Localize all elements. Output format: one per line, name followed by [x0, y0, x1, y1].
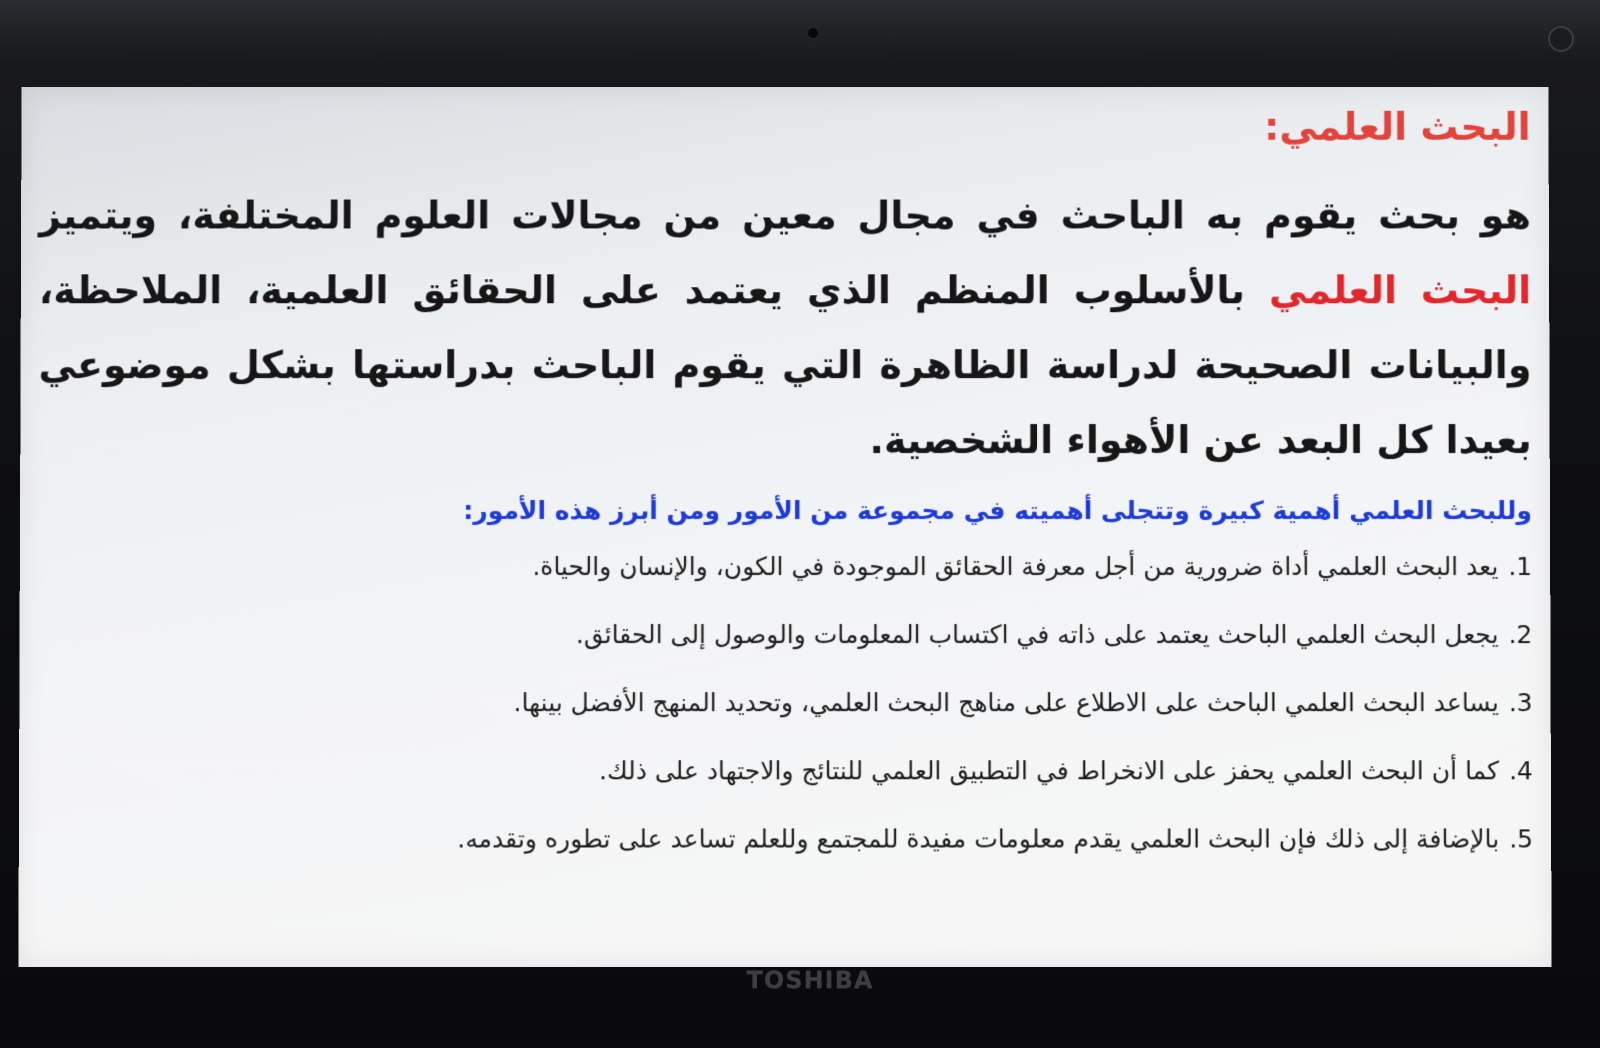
list-item-text: يجعل البحث العلمي الباحث يعتمد على ذاته في اكتساب المعلومات والوصول إلى الحقائق.: [575, 620, 1499, 650]
list-item: [37, 806, 1533, 874]
slide-content: [36, 105, 1533, 953]
list-item-text: كما أن البحث العلمي يحفز على الانخراط في التطبيق العلمي للنتائج والاجتهاد على ذلك.: [599, 756, 1500, 786]
list-item-text: يساعد البحث العلمي الباحث على الاطلاع على مناهج البحث العلمي، وتحديد المنهج الأفضل بينها.: [513, 688, 1499, 718]
list-item: [37, 601, 1532, 669]
list-item-number: 1.: [1508, 552, 1533, 582]
list-item-text: بالإضافة إلى ذلك فإن البحث العلمي يقدم معلومات مفيدة للمجتمع وللعلم تساعد على تطوره وتقدمه.: [457, 824, 1500, 854]
list-item-number: 2.: [1508, 620, 1533, 650]
webcam-icon: [808, 28, 818, 38]
importance-list: [37, 533, 1533, 874]
importance-intro: وللبحث العلمي أهمية كبيرة وتتجلى أهميته في مجموعة من الأمور ومن أبرز هذه الأمور:: [463, 495, 1532, 525]
bezel-corner-circle-icon: [1548, 26, 1574, 52]
bezel-top: [0, 0, 1600, 70]
brand-logo: TOSHIBA: [746, 966, 874, 994]
lead-highlight: البحث العلمي: [1268, 267, 1532, 312]
lead-paragraph: [38, 178, 1532, 477]
list-item: [37, 669, 1533, 737]
list-item-number: 5.: [1509, 824, 1534, 854]
list-item: [37, 738, 1533, 806]
laptop-screen: [18, 87, 1551, 967]
slide-title: البحث العلمي:: [1264, 104, 1531, 149]
list-item-text: يعد البحث العلمي أداة ضرورية من أجل معرفة الحقائق الموجودة في الكون، والإنسان والحياة.: [532, 552, 1499, 582]
lead-text-end: بالأسلوب المنظم الذي يعتمد على الحقائق العلمية، الملاحظة، والبيانات الصحيحة لدراسة الظاهرة التي يقوم الباحث بدراستها بشكل موضوعي بعيدا كل البعد عن الأهواء الشخصية.: [38, 267, 1532, 462]
list-item: [38, 533, 1533, 601]
list-item-number: 3.: [1508, 688, 1533, 718]
list-item-number: 4.: [1508, 756, 1533, 786]
lead-text-start: هو بحث يقوم به الباحث في مجال معين من مجالات العلوم المختلفة، ويتميز: [39, 193, 1531, 238]
